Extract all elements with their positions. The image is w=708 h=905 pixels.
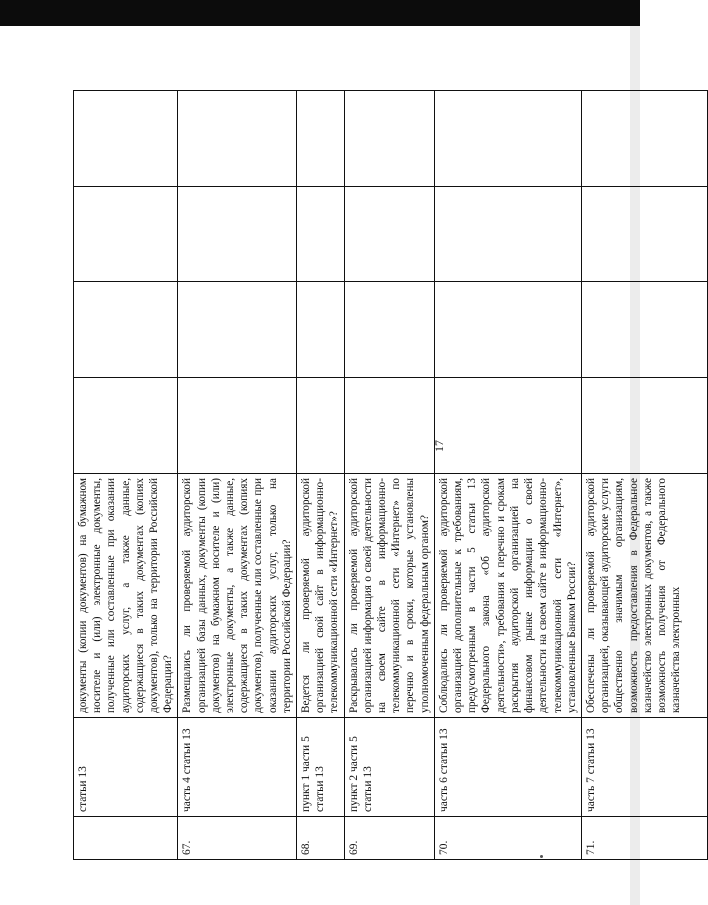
answer-cell-yes <box>74 378 178 474</box>
answer-cell-na <box>74 186 178 282</box>
question-text: Раскрывалась ли проверяемой аудиторской организацией информация о своей деятельности на своем сайте в информационно-телекоммуникационной сети «Интернет» по перечню и в сроки, которые установлены уполномоченным федеральным органом? <box>344 474 434 718</box>
table-row <box>434 91 581 860</box>
answer-cell-na <box>434 186 581 282</box>
legal-reference: часть 7 статьи 13 <box>581 718 707 817</box>
question-text: Соблюдались ли проверяемой аудиторской организацией дополнительные к требованиям, предусмотренным в части 5 статьи 13 Федерального закона «Об аудиторской деятельности», требования к перечню и срокам раскрытия аудиторской организацией на финансовом рынке информации о своей деятельности на своем сайте в информационно-телекоммуникационной сети «Интернет», установленные Банком России? <box>434 474 581 718</box>
answer-cell-na <box>581 186 707 282</box>
answer-cell-yes <box>297 378 345 474</box>
question-text: документы (копии документов) на бумажном носителе и (или) электронные документы, полученные или составленные при оказании аудиторских услуг, а также данные, содержащиеся в таких документах (копиях документов), только на территории Российской Федерации? <box>74 474 178 718</box>
notes-cell <box>74 91 178 187</box>
answer-cell-yes <box>581 378 707 474</box>
page-number: 17 <box>432 440 446 452</box>
question-text: Ведется ли проверяемой аудиторской организацией свой сайт в информационно-телекоммуникационной сети «Интернет»? <box>297 474 345 718</box>
row-number: 67. <box>178 817 297 860</box>
row-number: 71. <box>581 817 707 860</box>
row-number: 70. <box>434 817 581 860</box>
notes-cell <box>581 91 707 187</box>
answer-cell-no <box>74 282 178 378</box>
answer-cell-yes <box>178 378 297 474</box>
table-row <box>178 91 297 860</box>
legal-reference: пункт 2 части 5 статьи 13 <box>344 718 434 817</box>
answer-cell-yes <box>434 378 581 474</box>
answer-cell-yes <box>344 378 434 474</box>
row-number: 69. <box>344 817 434 860</box>
answer-cell-no <box>178 282 297 378</box>
answer-cell-na <box>178 186 297 282</box>
top-scan-border <box>0 0 640 26</box>
rotated-table-wrapper <box>73 90 683 860</box>
answer-cell-no <box>297 282 345 378</box>
notes-cell <box>344 91 434 187</box>
table-row <box>344 91 434 860</box>
legal-reference: статьи 13 <box>74 718 178 817</box>
legal-reference: часть 4 статьи 13 <box>178 718 297 817</box>
notes-cell <box>178 91 297 187</box>
legal-reference: часть 6 статьи 13 <box>434 718 581 817</box>
table-row <box>581 91 707 860</box>
row-number <box>74 817 178 860</box>
answer-cell-no <box>434 282 581 378</box>
question-text: Обеспечены ли проверяемой аудиторской организацией, оказывающей аудиторские услуги общественно значимым организациям, возможность предоставления в Федеральное казначейство электронных документов, а также возможность получения от Федерального казначейства электронных <box>581 474 707 718</box>
question-text: Размещались ли проверяемой аудиторской организацией базы данных, документы (копии документов) на бумажном носителе и (или) электронные документы, а также данные, содержащиеся в таких документах (копиях документов), полученные или составленные при оказании аудиторских услуг, только на территории Российской Федерации? <box>178 474 297 718</box>
answer-cell-na <box>344 186 434 282</box>
answer-cell-no <box>581 282 707 378</box>
answer-cell-na <box>297 186 345 282</box>
table-row <box>74 91 178 860</box>
notes-cell <box>297 91 345 187</box>
row-number: 68. <box>297 817 345 860</box>
legal-reference: пункт 1 части 5 статьи 13 <box>297 718 345 817</box>
answer-cell-no <box>344 282 434 378</box>
table-row <box>297 91 345 860</box>
scan-speck <box>540 855 543 858</box>
checklist-table <box>73 90 708 860</box>
notes-cell <box>434 91 581 187</box>
